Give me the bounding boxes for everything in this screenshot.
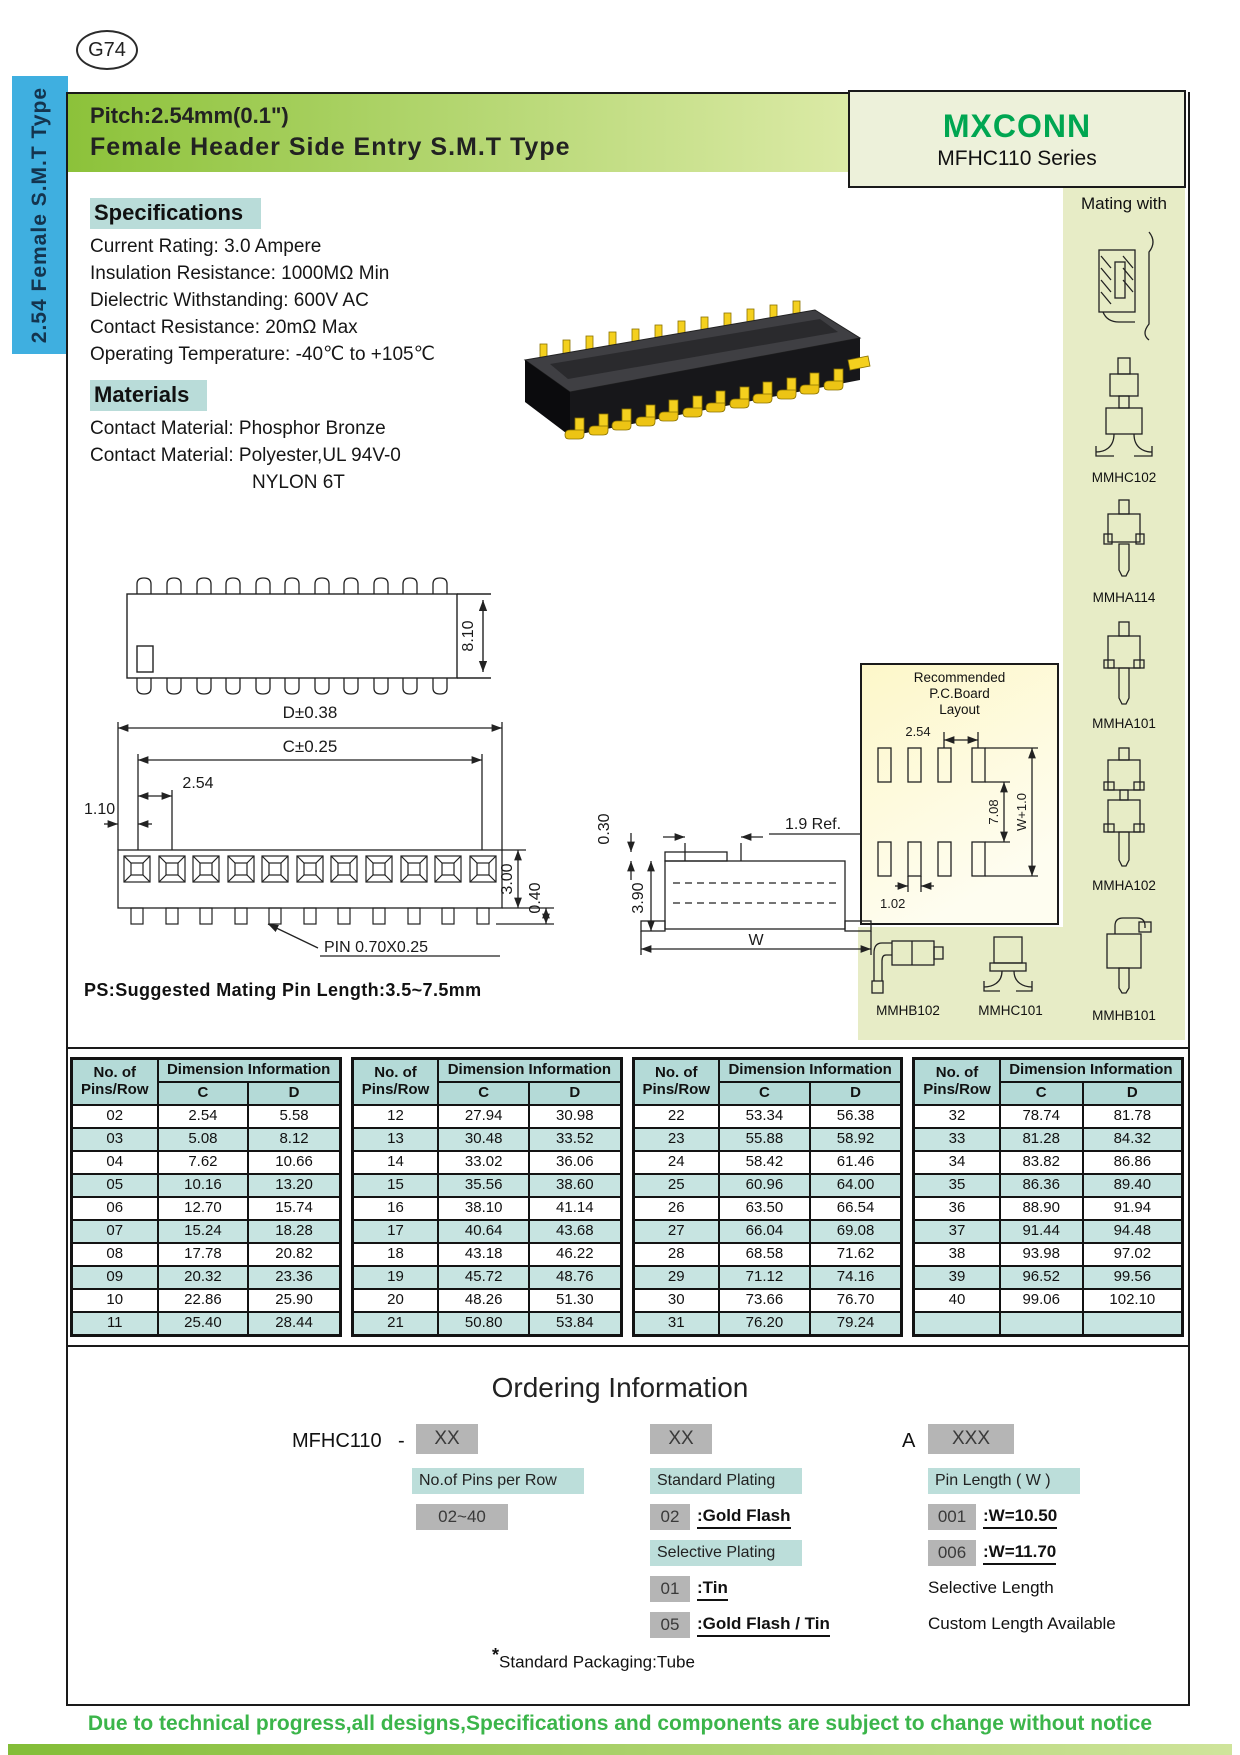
cell-pins: 04: [72, 1151, 158, 1174]
custom-length-note: Custom Length Available: [928, 1614, 1116, 1633]
cell-d: 53.84: [529, 1312, 621, 1336]
cell-c: 60.96: [719, 1174, 810, 1197]
ordering-placeholder-pins: XX: [416, 1424, 478, 1454]
page-title-line1: Pitch:2.54mm(0.1"): [90, 103, 289, 128]
cell-d: 79.24: [810, 1312, 902, 1336]
cell-c: 99.06: [1000, 1289, 1083, 1312]
cell-c: 35.56: [438, 1174, 529, 1197]
table-row: [72, 1105, 341, 1128]
col-header-d: D: [529, 1082, 621, 1105]
cell-c: 20.32: [158, 1266, 249, 1289]
asterisk: *: [492, 1645, 500, 1665]
pins-per-row-label: No.of Pins per Row: [412, 1468, 584, 1494]
cell-d: 38.60: [529, 1174, 621, 1197]
cell-c: 76.20: [719, 1312, 810, 1336]
plating-desc-gold-flash-tin: :Gold Flash / Tin: [697, 1614, 830, 1637]
table-row: [72, 1243, 341, 1266]
cell-d: 97.02: [1083, 1243, 1183, 1266]
mating-panel: [1063, 188, 1185, 1040]
cell-d: 84.32: [1083, 1128, 1183, 1151]
dimension-table: [70, 1057, 342, 1337]
page-number: G74: [88, 38, 126, 61]
material-line: NYLON 6T: [252, 472, 345, 493]
cell-c: 22.86: [158, 1289, 249, 1312]
ordering-placeholder-length: XXX: [928, 1424, 1014, 1454]
side-tab-label: 2.54 Female S.M.T Type: [28, 86, 51, 344]
cell-c: 63.50: [719, 1197, 810, 1220]
cell-pins: 08: [72, 1243, 158, 1266]
mating-label: MMHA114: [1092, 590, 1156, 605]
table-row: [633, 1128, 902, 1151]
cell-c: 25.40: [158, 1312, 249, 1336]
cell-d: 58.92: [810, 1128, 902, 1151]
front-view-drawing: [80, 700, 560, 962]
cell-c: 50.80: [438, 1312, 529, 1336]
table-row: [352, 1243, 621, 1266]
spec-line: Insulation Resistance: 1000MΩ Min: [90, 263, 390, 284]
mating-panel-extension: [858, 927, 1063, 1040]
table-row: [352, 1289, 621, 1312]
pcb-layout-drawing: [862, 718, 1057, 916]
material-line: Contact Material: Polyester,UL 94V-0: [90, 445, 401, 466]
cell-c: 83.82: [1000, 1151, 1083, 1174]
cell-pins: 16: [352, 1197, 438, 1220]
cell-pins: 17: [352, 1220, 438, 1243]
cell-d: 81.78: [1083, 1105, 1183, 1128]
cell-d: 10.66: [248, 1151, 340, 1174]
cell-pins: 05: [72, 1174, 158, 1197]
footer-bar: [8, 1744, 1232, 1755]
pcb-dim-7-08: 7.08: [986, 799, 1001, 825]
cell-pins: 33: [914, 1128, 1000, 1151]
pcb-title-line2: P.C.Board: [929, 686, 990, 701]
ordering-title: Ordering Information: [491, 1372, 749, 1403]
length-code-001: 001: [928, 1504, 976, 1530]
materials-title: Materials: [90, 380, 207, 411]
selective-plating-label: Selective Plating: [650, 1540, 802, 1566]
mating-label: MMHC101: [978, 1003, 1043, 1018]
ordering-dash: -: [398, 1430, 405, 1452]
pcb-layout-box: [860, 663, 1059, 925]
cell-d: 99.56: [1083, 1266, 1183, 1289]
table-row: [72, 1312, 341, 1336]
col-header-d: D: [1083, 1082, 1183, 1105]
cell-d: 36.06: [529, 1151, 621, 1174]
cell-c: 30.48: [438, 1128, 529, 1151]
cell-c: 96.52: [1000, 1266, 1083, 1289]
mating-drawing-mmha114: [1096, 498, 1152, 588]
table-row: [633, 1312, 902, 1336]
divider: [66, 1047, 1190, 1049]
cell-d: 33.52: [529, 1128, 621, 1151]
col-header-c: C: [158, 1082, 249, 1105]
spec-line: Operating Temperature: -40℃ to +105℃: [90, 344, 435, 365]
col-header-pins: No. of Pins/Row: [352, 1059, 438, 1106]
cell-d: 20.82: [248, 1243, 340, 1266]
table-row: [914, 1151, 1183, 1174]
cell-c: 7.62: [158, 1151, 249, 1174]
cell-c: 88.90: [1000, 1197, 1083, 1220]
cell-c: 45.72: [438, 1266, 529, 1289]
mating-title: Mating with: [1081, 194, 1167, 213]
cell-c: 73.66: [719, 1289, 810, 1312]
table-row: [352, 1197, 621, 1220]
cell-pins: 30: [633, 1289, 719, 1312]
cell-d: 5.58: [248, 1105, 340, 1128]
series-label: MFHC110 Series: [937, 147, 1097, 170]
cell-c: 40.64: [438, 1220, 529, 1243]
packaging-footnote: *Standard Packaging:Tube: [492, 1645, 695, 1672]
table-row: [914, 1197, 1183, 1220]
col-header-dimension-info: Dimension Information: [158, 1059, 341, 1083]
cell-d: [1083, 1312, 1183, 1336]
cell-pins: 40: [914, 1289, 1000, 1312]
table-row: [633, 1266, 902, 1289]
mating-label: MMHB101: [1092, 1008, 1156, 1023]
cell-c: 38.10: [438, 1197, 529, 1220]
dimension-tables: [70, 1057, 1184, 1337]
cell-c: 81.28: [1000, 1128, 1083, 1151]
table-row: [352, 1174, 621, 1197]
cell-c: 12.70: [158, 1197, 249, 1220]
dim-w: W: [748, 932, 764, 949]
cell-d: 51.30: [529, 1289, 621, 1312]
cell-d: 13.20: [248, 1174, 340, 1197]
cell-c: 10.16: [158, 1174, 249, 1197]
table-row: [72, 1128, 341, 1151]
cell-pins: 09: [72, 1266, 158, 1289]
table-row: [633, 1105, 902, 1128]
table-row: [914, 1220, 1183, 1243]
dim-end: 1.10: [84, 801, 116, 818]
cell-d: 43.68: [529, 1220, 621, 1243]
cell-d: 61.46: [810, 1151, 902, 1174]
plating-code-01: 01: [650, 1576, 690, 1602]
cell-pins: 07: [72, 1220, 158, 1243]
dim-0-40: 0.40: [527, 882, 544, 914]
cell-c: 58.42: [719, 1151, 810, 1174]
cell-c: 48.26: [438, 1289, 529, 1312]
table-row: [633, 1243, 902, 1266]
cell-d: 89.40: [1083, 1174, 1183, 1197]
pcb-dim-1-02: 1.02: [880, 896, 906, 911]
mating-label: MMHC102: [1091, 470, 1157, 485]
brand-box: [848, 90, 1186, 188]
table-row: [914, 1243, 1183, 1266]
pcb-dim-w-plus-1: W+1.0: [1014, 793, 1029, 831]
cell-c: [1000, 1312, 1083, 1336]
cell-pins: 14: [352, 1151, 438, 1174]
cell-d: 91.94: [1083, 1197, 1183, 1220]
cell-d: 71.62: [810, 1243, 902, 1266]
table-row: [633, 1289, 902, 1312]
cell-pins: 10: [72, 1289, 158, 1312]
cell-d: 76.70: [810, 1289, 902, 1312]
cell-d: 23.36: [248, 1266, 340, 1289]
table-row: [352, 1105, 621, 1128]
cell-c: 27.94: [438, 1105, 529, 1128]
table-row: [633, 1220, 902, 1243]
cell-c: 71.12: [719, 1266, 810, 1289]
table-row: [352, 1266, 621, 1289]
table-row: [914, 1312, 1183, 1336]
cell-d: 48.76: [529, 1266, 621, 1289]
pin-length-label: Pin Length ( W ): [928, 1468, 1080, 1494]
cell-pins: 37: [914, 1220, 1000, 1243]
ordering-part-prefix: MFHC110: [292, 1430, 382, 1452]
cell-d: 15.74: [248, 1197, 340, 1220]
table-row: [72, 1220, 341, 1243]
ps-note: PS:Suggested Mating Pin Length:3.5~7.5mm: [84, 980, 482, 1000]
mating-drawing-mmha102: [1094, 746, 1154, 874]
cell-d: 69.08: [810, 1220, 902, 1243]
cell-d: 64.00: [810, 1174, 902, 1197]
table-row: [633, 1151, 902, 1174]
mating-label: MMHA102: [1092, 878, 1156, 893]
divider: [66, 1345, 1190, 1347]
cell-pins: 12: [352, 1105, 438, 1128]
mating-drawing-mmhc102: [1092, 356, 1156, 466]
cell-pins: 29: [633, 1266, 719, 1289]
dim-3-90: 3.90: [630, 882, 647, 914]
cell-d: 30.98: [529, 1105, 621, 1128]
plating-desc-tin: :Tin: [697, 1578, 728, 1601]
cell-pins: 11: [72, 1312, 158, 1336]
table-row: [72, 1151, 341, 1174]
cell-d: 28.44: [248, 1312, 340, 1336]
pcb-dim-pitch: 2.54: [905, 724, 931, 739]
cell-c: 93.98: [1000, 1243, 1083, 1266]
length-desc-006: :W=11.70: [983, 1542, 1056, 1565]
product-photo-connector: [470, 210, 900, 540]
col-header-c: C: [438, 1082, 529, 1105]
plating-desc-gold-flash: :Gold Flash: [697, 1506, 791, 1529]
mating-drawing-mmha101: [1094, 620, 1154, 714]
cell-d: 74.16: [810, 1266, 902, 1289]
cell-pins: 27: [633, 1220, 719, 1243]
material-line: Contact Material: Phosphor Bronze: [90, 418, 386, 439]
col-header-pins: No. of Pins/Row: [914, 1059, 1000, 1106]
cell-pins: 26: [633, 1197, 719, 1220]
cell-d: 56.38: [810, 1105, 902, 1128]
table-row: [633, 1197, 902, 1220]
table-row: [72, 1197, 341, 1220]
dim-d: D±0.38: [282, 703, 338, 722]
cell-pins: 35: [914, 1174, 1000, 1197]
cell-pins: 39: [914, 1266, 1000, 1289]
cell-d: 102.10: [1083, 1289, 1183, 1312]
cell-c: 2.54: [158, 1105, 249, 1128]
footer-disclaimer: Due to technical progress,all designs,Specifications and components are subject to change without notice: [87, 1712, 1153, 1735]
pcb-title-line1: Recommended: [913, 670, 1006, 685]
cell-pins: 36: [914, 1197, 1000, 1220]
top-view-drawing: [115, 560, 515, 708]
col-header-dimension-info: Dimension Information: [719, 1059, 902, 1083]
standard-plating-label: Standard Plating: [650, 1468, 802, 1494]
cell-pins: 13: [352, 1128, 438, 1151]
cell-d: 86.86: [1083, 1151, 1183, 1174]
table-row: [352, 1220, 621, 1243]
cell-c: 33.02: [438, 1151, 529, 1174]
cell-pins: 28: [633, 1243, 719, 1266]
table-row: [633, 1174, 902, 1197]
table-row: [914, 1266, 1183, 1289]
brand-logo: MXCONN: [942, 108, 1092, 144]
specifications-section: [90, 198, 520, 496]
page-title-line2: Female Header Side Entry S.M.T Type: [90, 133, 571, 161]
col-header-c: C: [719, 1082, 810, 1105]
table-row: [72, 1266, 341, 1289]
dim-3-00: 3.00: [499, 863, 516, 895]
cell-d: 66.54: [810, 1197, 902, 1220]
cell-pins: 21: [352, 1312, 438, 1336]
table-row: [352, 1312, 621, 1336]
dim-c: C±0.25: [282, 737, 338, 756]
table-row: [914, 1174, 1183, 1197]
spec-line: Dielectric Withstanding: 600V AC: [90, 290, 369, 311]
table-row: [914, 1128, 1183, 1151]
cell-d: 46.22: [529, 1243, 621, 1266]
col-header-dimension-info: Dimension Information: [438, 1059, 621, 1083]
cell-pins: 23: [633, 1128, 719, 1151]
cell-c: 17.78: [158, 1243, 249, 1266]
length-code-006: 006: [928, 1540, 976, 1566]
dimension-table: [912, 1057, 1184, 1337]
mating-label: MMHA101: [1092, 716, 1156, 731]
spec-line: Current Rating: 3.0 Ampere: [90, 236, 322, 257]
cell-d: 25.90: [248, 1289, 340, 1312]
cell-c: 53.34: [719, 1105, 810, 1128]
length-desc-001: :W=10.50: [983, 1506, 1057, 1529]
ordering-letter-a: A: [902, 1430, 916, 1452]
cell-c: 15.24: [158, 1220, 249, 1243]
header-band: [68, 92, 848, 172]
ordering-placeholder-plating: XX: [650, 1424, 712, 1454]
plating-code-02: 02: [650, 1504, 690, 1530]
cell-pins: 15: [352, 1174, 438, 1197]
pins-range-value: 02~40: [416, 1504, 508, 1530]
col-header-d: D: [248, 1082, 340, 1105]
dimension-table: [351, 1057, 623, 1337]
dim-0-30: 0.30: [596, 813, 613, 845]
cell-pins: 38: [914, 1243, 1000, 1266]
cell-pins: 31: [633, 1312, 719, 1336]
dim-8-10: 8.10: [460, 620, 477, 652]
mating-label: MMHB102: [876, 1003, 940, 1018]
table-row: [914, 1289, 1183, 1312]
cell-pins: 34: [914, 1151, 1000, 1174]
plating-code-05: 05: [650, 1612, 690, 1638]
col-header-dimension-info: Dimension Information: [1000, 1059, 1183, 1083]
pin-size-note: PIN 0.70X0.25: [324, 939, 429, 956]
cell-pins: 20: [352, 1289, 438, 1312]
col-header-pins: No. of Pins/Row: [633, 1059, 719, 1106]
side-tab: [12, 76, 68, 354]
cell-d: 94.48: [1083, 1220, 1183, 1243]
specifications-title: Specifications: [90, 198, 261, 229]
cell-d: 8.12: [248, 1128, 340, 1151]
dimension-table: [632, 1057, 904, 1337]
table-row: [72, 1174, 341, 1197]
col-header-c: C: [1000, 1082, 1083, 1105]
col-header-d: D: [810, 1082, 902, 1105]
cell-pins: 19: [352, 1266, 438, 1289]
dim-pitch: 2.54: [182, 775, 214, 792]
side-view-drawing: [545, 733, 885, 962]
cell-pins: 32: [914, 1105, 1000, 1128]
cell-c: 66.04: [719, 1220, 810, 1243]
cell-c: 91.44: [1000, 1220, 1083, 1243]
cell-c: 86.36: [1000, 1174, 1083, 1197]
cell-pins: 03: [72, 1128, 158, 1151]
cell-c: 5.08: [158, 1128, 249, 1151]
table-row: [352, 1128, 621, 1151]
cell-pins: 18: [352, 1243, 438, 1266]
cell-c: 43.18: [438, 1243, 529, 1266]
cell-pins: 22: [633, 1105, 719, 1128]
col-header-pins: No. of Pins/Row: [72, 1059, 158, 1106]
cell-pins: 25: [633, 1174, 719, 1197]
pcb-title-line3: Layout: [939, 702, 980, 717]
cell-pins: 06: [72, 1197, 158, 1220]
mating-drawing-mmhc101: [976, 933, 1040, 999]
cell-pins: 02: [72, 1105, 158, 1128]
spec-line: Contact Resistance: 20mΩ Max: [90, 317, 358, 338]
cell-c: 78.74: [1000, 1105, 1083, 1128]
cell-c: 68.58: [719, 1243, 810, 1266]
table-row: [72, 1289, 341, 1312]
table-row: [352, 1151, 621, 1174]
cell-pins: [914, 1312, 1000, 1336]
cell-c: 55.88: [719, 1128, 810, 1151]
mating-cross-section-drawing: [1089, 228, 1159, 348]
cell-pins: 24: [633, 1151, 719, 1174]
page-number-badge: [76, 30, 138, 70]
dim-1-9-ref: 1.9 Ref.: [784, 816, 842, 833]
mating-drawing-mmhb101: [1093, 914, 1155, 1000]
cell-d: 41.14: [529, 1197, 621, 1220]
table-row: [914, 1105, 1183, 1128]
cell-d: 18.28: [248, 1220, 340, 1243]
selective-length-note: Selective Length: [928, 1578, 1054, 1597]
